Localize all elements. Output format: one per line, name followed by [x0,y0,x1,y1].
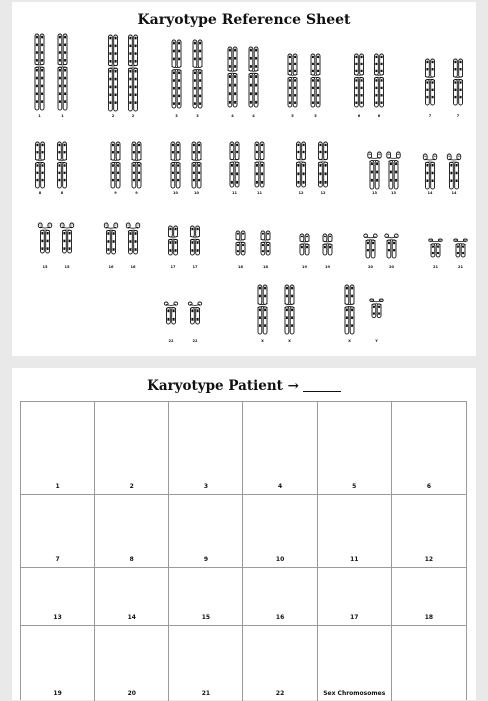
chromosome [288,54,298,107]
grid-cell-label: 10 [243,556,316,563]
grid-cell-label: 20 [95,690,168,697]
chromosome-pair [104,223,139,254]
grid-cell[interactable] [169,568,243,626]
chromosome-label: 17 [192,266,197,270]
grid-cell-label: 2 [95,483,168,490]
chromosome [454,239,467,257]
chromosome-pair [111,142,142,188]
chromosome [168,226,178,255]
chromosome [104,223,117,254]
chromosome-pair [108,35,138,111]
chromosome-pair [300,234,333,255]
chromosome-label: 4 [252,115,255,119]
chromosome [429,239,442,257]
grid-cell[interactable] [318,495,392,568]
chromosome [60,223,73,253]
chromosome-label: 14 [427,192,432,196]
chromosome [190,226,200,255]
chromosome-pair [236,231,271,255]
grid-cell-label: 21 [169,690,242,697]
chromosome [453,59,463,105]
chromosome-label: 7 [429,115,432,119]
chromosome-label: 3 [196,115,199,119]
chromosome-label: 6 [378,115,381,119]
chromosome-label: 5 [314,115,317,119]
chromosome [164,302,177,324]
chromosome-pair [288,54,321,107]
grid-cell[interactable] [392,402,466,495]
grid-cell[interactable] [318,626,392,701]
grid-cell[interactable] [21,568,95,626]
chromosome [108,35,118,111]
chromosome-label: 17 [170,266,175,270]
grid-cell[interactable] [169,495,243,568]
chromosome-pair [258,285,295,334]
grid-cell-label: 6 [392,483,466,490]
chromosome [447,154,460,189]
chromosome [255,142,265,187]
grid-cell[interactable] [392,568,466,626]
chromosome-pair [35,34,68,110]
chromosome-label: 16 [108,266,113,270]
chromosome-label: 8 [39,192,42,196]
chromosome-pair [296,142,328,187]
chromosome [311,54,321,107]
chromosome-pair [168,226,200,255]
chromosome-pair [345,285,384,334]
chromosome-label: 6 [358,115,361,119]
chromosome [193,40,203,108]
grid-cell[interactable] [169,626,243,701]
chromosome-label: 18 [263,266,268,270]
chromosome [285,285,295,334]
chromosome [370,299,383,318]
chromosome [172,40,182,108]
chromosome-label: X [348,340,351,344]
grid-cell[interactable] [392,626,466,701]
grid-cell[interactable] [95,626,169,701]
chromosome-label: 20 [368,266,373,270]
chromosome-pair [38,223,73,253]
chromosome-label: 20 [389,266,394,270]
chromosome-label: 21 [433,266,438,270]
chromosome-label: 18 [238,266,243,270]
chromosome [171,142,181,188]
patient-title-text: Karyotype Patient → [147,378,299,394]
chromosome [58,34,68,110]
chromosome [236,231,246,255]
chromosome [57,142,67,188]
grid-cell-label: 14 [95,614,168,621]
chromosome [38,223,51,253]
chromosome-label: 10 [194,192,199,196]
chromosome [35,34,45,110]
chromosome-label: 11 [232,192,237,196]
grid-cell-label: 8 [95,556,168,563]
grid-cell[interactable] [95,568,169,626]
karyotype-grid [20,401,467,700]
chromosome-pair [171,142,202,188]
chromosome-label: 7 [457,115,460,119]
grid-cell[interactable] [243,402,317,495]
chromosome-label: 15 [42,266,47,270]
grid-cell-label: 12 [392,556,466,563]
chromosome [354,54,364,107]
grid-cell-label: 7 [21,556,94,563]
grid-cell-label: 18 [392,614,466,621]
grid-cell-label: 17 [318,614,391,621]
grid-cell-label: 13 [21,614,94,621]
chromosome-label: 1 [61,115,64,119]
chromosome [192,142,202,188]
chromosome-pair [230,142,265,187]
chromosome-label: 9 [135,192,138,196]
chromosome [387,152,400,189]
chromosome [249,47,259,107]
grid-cell[interactable] [95,495,169,568]
grid-cell[interactable] [318,568,392,626]
grid-cell-label: 4 [243,483,316,490]
chromosome [364,234,377,258]
grid-cell-label: Sex Chromosomes [318,690,391,697]
chromosome-pair [35,142,67,188]
chromosome-pair [164,302,201,324]
chromosome [385,234,398,258]
grid-cell[interactable] [21,402,95,495]
chromosome [258,285,268,334]
grid-cell-label: 5 [318,483,391,490]
chromosome [261,231,271,255]
chromosome-label: 13 [372,192,377,196]
chromosome-pair [425,59,463,105]
chromosome-label: 5 [291,115,294,119]
grid-cell-label: 11 [318,556,391,563]
chromosome-label: 21 [458,266,463,270]
grid-cell-label: 16 [243,614,316,621]
chromosome-label: 11 [257,192,262,196]
grid-cell[interactable] [95,402,169,495]
chromosome-pair [368,152,400,189]
chromosome-label: 10 [173,192,178,196]
grid-cell[interactable] [169,402,243,495]
grid-cell-label: 3 [169,483,242,490]
chromosome [228,47,238,107]
grid-cell[interactable] [243,568,317,626]
chromosome-label: 15 [64,266,69,270]
chromosome [374,54,384,107]
chromosome [128,35,138,111]
grid-cell[interactable] [318,402,392,495]
grid-cell-label: 22 [243,690,316,697]
chromosome [132,142,142,188]
chromosome [368,152,381,189]
chromosome-label: 13 [391,192,396,196]
chromosome-pair [354,54,384,107]
grid-cell-label: 9 [169,556,242,563]
chromosome-label: 14 [451,192,456,196]
chromosome-label: 4 [231,115,234,119]
chromosome [111,142,121,188]
chromosome [300,234,310,255]
grid-cell[interactable] [392,495,466,568]
chromosome-label: 3 [175,115,178,119]
chromosome-label: X [261,340,264,344]
chromosome-pair [172,40,203,108]
chromosome-label: 8 [61,192,64,196]
grid-cell-label: 1 [21,483,94,490]
chromosome-label: 2 [132,115,135,119]
chromosome [318,142,328,187]
patient-name-blank[interactable] [303,391,341,392]
patient-sheet-title [12,378,476,394]
chromosome-label: 16 [130,266,135,270]
chromosome [323,234,333,255]
grid-cell[interactable] [243,495,317,568]
chromosome [345,285,355,334]
chromosome-label: 2 [112,115,115,119]
chromosome-label: 22 [168,340,173,344]
chromosome-label: 12 [298,192,303,196]
chromosome-label: Y [375,340,378,344]
chromosome-pair [423,154,460,189]
chromosome-label: 1 [38,115,41,119]
grid-cell[interactable] [243,626,317,701]
chromosome [35,142,45,188]
chromosome-pair [429,239,467,257]
grid-cell[interactable] [21,626,95,701]
chromosome-pair [228,47,259,107]
reference-sheet-title: Karyotype Reference Sheet [12,12,476,28]
reference-sheet [12,2,476,356]
grid-cell[interactable] [21,495,95,568]
chromosome-label: 22 [192,340,197,344]
chromosome [296,142,306,187]
chromosome [230,142,240,187]
chromosome-label: 12 [320,192,325,196]
chromosome-label: X [288,340,291,344]
grid-cell-label: 19 [21,690,94,697]
chromosome-label: 19 [325,266,330,270]
chromosome-diagram [12,2,476,356]
chromosome [423,154,436,189]
chromosome [425,59,435,105]
grid-cell-label: 15 [169,614,242,621]
chromosome-label: 9 [114,192,117,196]
patient-sheet [12,368,476,700]
chromosome [188,302,201,324]
chromosome-label: 19 [302,266,307,270]
chromosome-pair [364,234,398,258]
chromosome [126,223,139,254]
